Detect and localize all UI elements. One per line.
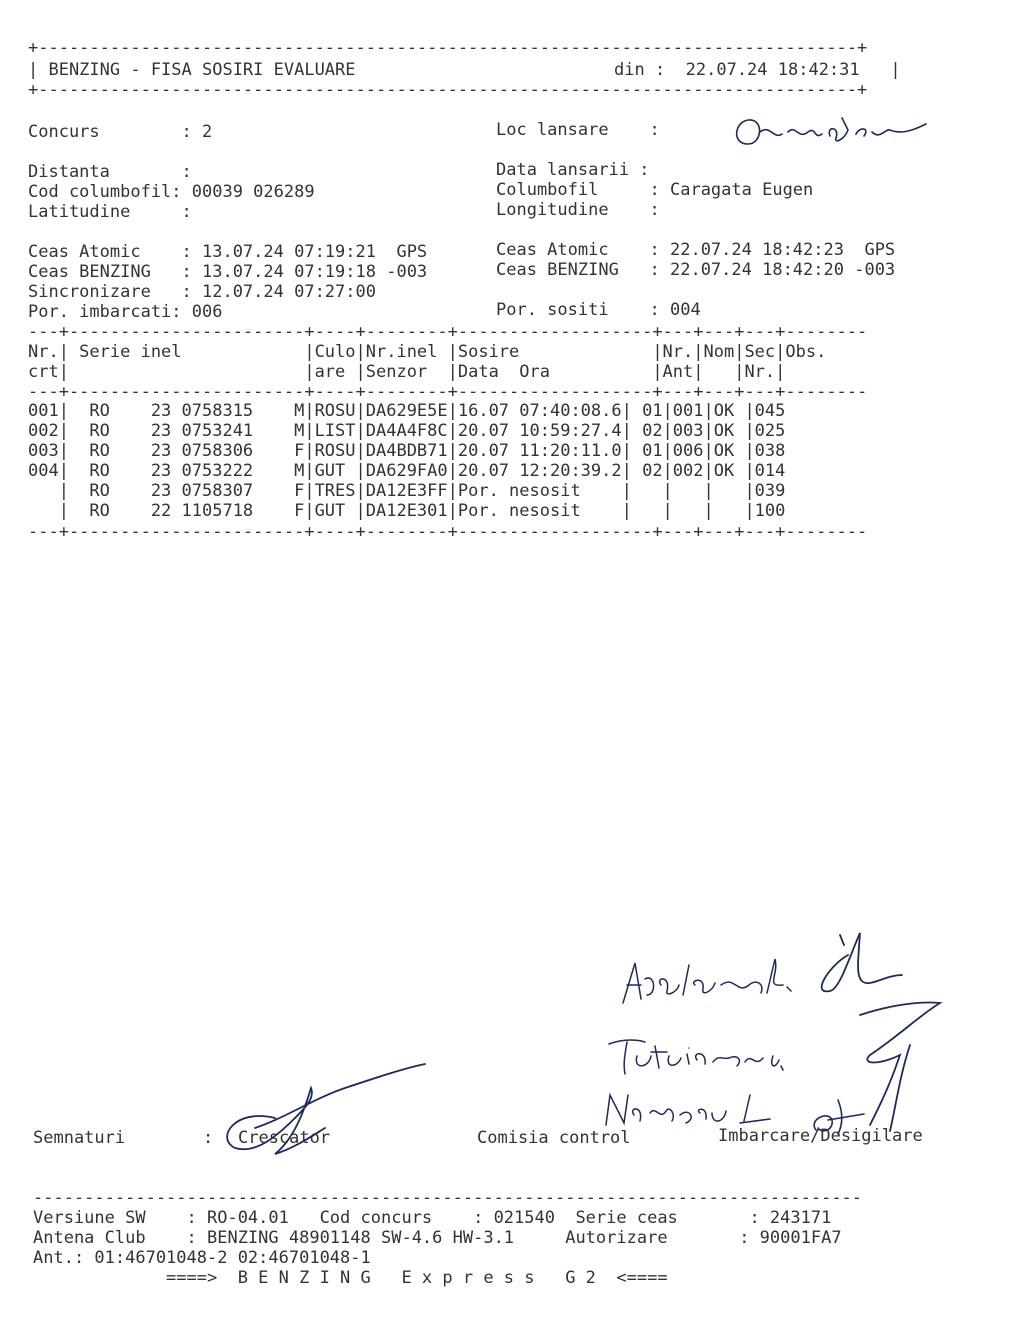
columbofil-field: Columbofil : Caragata Eugen	[496, 180, 814, 200]
ceas-atomic-end: Ceas Atomic : 22.07.24 18:42:23 GPS	[496, 240, 896, 260]
distanta-field: Distanta :	[28, 162, 192, 182]
imbarcare-desigilare-label: Imbarcare/Desigilare	[718, 1126, 923, 1146]
concurs-field: Concurs : 2	[28, 122, 213, 142]
table-row: | RO 23 0758307 F|TRES|DA12E3FF|Por. nesosit | | | |039	[28, 481, 786, 501]
crescator-label: Crescator	[238, 1128, 331, 1148]
comisia-control-label: Comisia control	[477, 1128, 631, 1148]
report-datetime: din : 22.07.24 18:42:31 |	[614, 60, 901, 80]
por-imbarcati-field: Por. imbarcati: 006	[28, 302, 223, 322]
por-sositi-field: Por. sositi : 004	[496, 300, 701, 320]
handwritten-signature-name-1	[615, 955, 815, 1015]
header-border-bottom: +--------------------------------------------------------------------------------+	[28, 80, 868, 100]
footer-benzing-express-banner: ====> B E N Z I N G E x p r e s s G 2 <====	[33, 1268, 668, 1288]
latitudine-field: Latitudine :	[28, 202, 192, 222]
table-separator-mid: ---+-----------------------+----+--------+-------------------+---+---+---+--------	[28, 382, 868, 402]
table-separator-bottom: ---+-----------------------+----+--------+-------------------+---+---+---+--------	[28, 522, 868, 542]
semnaturi-colon: :	[203, 1128, 214, 1148]
footer-ant-line: Ant.: 01:46701048-2 02:46701048-1	[33, 1248, 371, 1268]
loc-lansare-handwriting	[730, 110, 950, 154]
document-title: | BENZING - FISA SOSIRI EVALUARE	[28, 60, 356, 80]
cod-columbofil-field: Cod columbofil: 00039 026289	[28, 182, 315, 202]
footer-separator: ---------------------------------------------------------------------------------	[33, 1188, 863, 1208]
sincronizare-field: Sincronizare : 12.07.24 07:27:00	[28, 282, 376, 302]
ceas-atomic-start: Ceas Atomic : 13.07.24 07:19:21 GPS	[28, 242, 428, 262]
ceas-benzing-end: Ceas BENZING : 22.07.24 18:42:20 -003	[496, 260, 896, 280]
longitudine-field: Longitudine :	[496, 200, 660, 220]
crescator-signature	[215, 1058, 435, 1163]
table-row: | RO 22 1105718 F|GUT |DA12E301|Por. nesosit | | | |100	[28, 501, 786, 521]
header-border-top: +--------------------------------------------------------------------------------+	[28, 38, 868, 58]
table-row: 003| RO 23 0758306 F|ROSU|DA4BDB71|20.07 11:20:11.0| 01|006|OK |038	[28, 441, 786, 461]
signature-mark-1	[810, 925, 910, 1005]
table-header-row-2: crt| |are |Senzor |Data Ora |Ant| |Nr.|	[28, 362, 786, 382]
table-row: 002| RO 23 0753241 M|LIST|DA4A4F8C|20.07 10:59:27.4| 02|003|OK |025	[28, 421, 786, 441]
table-row: 004| RO 23 0753222 M|GUT |DA629FA0|20.07 12:20:39.2| 02|002|OK |014	[28, 461, 786, 481]
footer-antena-line: Antena Club : BENZING 48901148 SW-4.6 HW-3.1 Autorizare : 90001FA7	[33, 1228, 842, 1248]
data-lansarii-field: Data lansarii :	[496, 160, 650, 180]
table-separator-top: ---+-----------------------+----+--------+-------------------+---+---+---+--------	[28, 322, 868, 342]
handwritten-signature-name-2	[605, 1030, 805, 1080]
footer-versiune-line: Versiune SW : RO-04.01 Cod concurs : 021540 Serie ceas : 243171	[33, 1208, 832, 1228]
ceas-benzing-start: Ceas BENZING : 13.07.24 07:19:18 -003	[28, 262, 428, 282]
table-row: 001| RO 23 0758315 M|ROSU|DA629E5E|16.07 07:40:08.6| 01|001|OK |045	[28, 401, 786, 421]
loc-lansare-field: Loc lansare :	[496, 120, 660, 140]
semnaturi-label: Semnaturi	[33, 1128, 126, 1148]
table-header-row-1: Nr.| Serie inel |Culo|Nr.inel |Sosire |Nr.|Nom|Sec|Obs.	[28, 342, 827, 362]
imbarcare-signature-mark	[808, 1090, 878, 1140]
